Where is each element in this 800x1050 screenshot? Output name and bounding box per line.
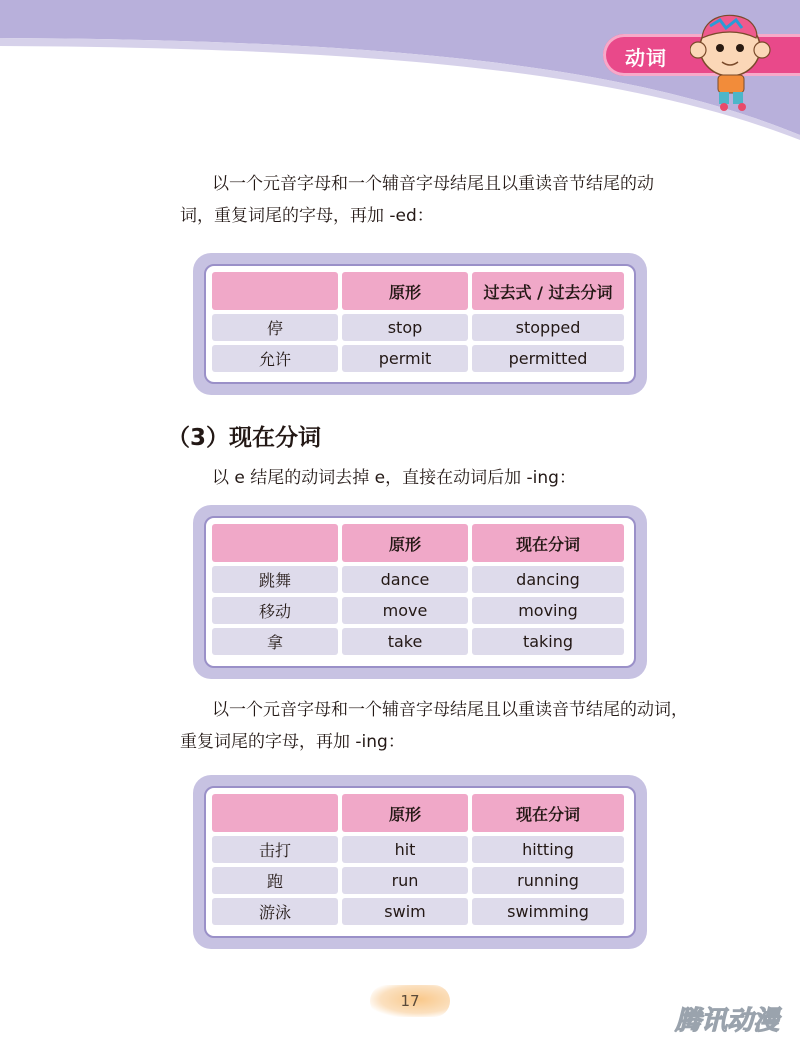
table-row (212, 597, 624, 624)
table-header-cell (212, 524, 338, 562)
table-cell: 击打 (212, 836, 338, 863)
paragraph-double-line1: 以一个元音字母和一个辅音字母结尾且以重读音节结尾的动词， (212, 700, 688, 720)
table-drop-e (193, 505, 647, 679)
table-cell: 停 (212, 314, 338, 341)
table-header-cell: 原形 (342, 794, 468, 832)
table-cell: stop (342, 314, 468, 341)
table-header-cell: 原形 (342, 272, 468, 310)
table-cell: move (342, 597, 468, 624)
table-row (212, 836, 624, 863)
section-title: （3）现在分词 (167, 425, 322, 451)
chapter-label: 动词 (625, 46, 667, 70)
paragraph-double-consonant (180, 694, 740, 758)
watermark-text: 腾讯动漫 (674, 1006, 780, 1036)
table-cell: 允许 (212, 345, 338, 372)
table-cell: hitting (472, 836, 624, 863)
paragraph-ed-line2: 词，重复词尾的字母，再加 -ed： (180, 206, 434, 226)
table-row (212, 898, 624, 925)
table-header-row (212, 524, 624, 562)
table-cell: 移动 (212, 597, 338, 624)
table-cell: stopped (472, 314, 624, 341)
table-cell: swimming (472, 898, 624, 925)
table-cell: taking (472, 628, 624, 655)
mascot-illustration (690, 8, 780, 113)
table-row (212, 628, 624, 655)
table-cell: 游泳 (212, 898, 338, 925)
table-row (212, 867, 624, 894)
table-header-cell (212, 272, 338, 310)
table-cell: dance (342, 566, 468, 593)
table-header-cell: 过去式 / 过去分词 (472, 272, 624, 310)
table-header-row (212, 272, 624, 310)
table-row (212, 345, 624, 372)
table-cell: permit (342, 345, 468, 372)
table-cell: run (342, 867, 468, 894)
paragraph-ed-rule (180, 168, 740, 232)
table-cell: hit (342, 836, 468, 863)
paragraph-drop-e-text: 以 e 结尾的动词去掉 e，直接在动词后加 -ing： (212, 468, 576, 488)
table-row (212, 314, 624, 341)
table-cell: 跑 (212, 867, 338, 894)
paragraph-double-line2: 重复词尾的字母，再加 -ing： (180, 732, 405, 752)
paragraph-ed-line1: 以一个元音字母和一个辅音字母结尾且以重读音节结尾的动 (212, 174, 654, 194)
table-cell: 跳舞 (212, 566, 338, 593)
table-header-cell: 现在分词 (472, 524, 624, 562)
table-cell: moving (472, 597, 624, 624)
table-cell: dancing (472, 566, 624, 593)
table-double-consonant (193, 775, 647, 949)
table-header-cell: 现在分词 (472, 794, 624, 832)
table-header-cell (212, 794, 338, 832)
table-past-tense (193, 253, 647, 395)
paragraph-drop-e (180, 462, 740, 494)
table-cell: 拿 (212, 628, 338, 655)
table-header-cell: 原形 (342, 524, 468, 562)
watermark-logo (662, 1000, 792, 1040)
table-cell: swim (342, 898, 468, 925)
table-cell: permitted (472, 345, 624, 372)
table-cell: take (342, 628, 468, 655)
table-header-row (212, 794, 624, 832)
page-number: 17 (370, 985, 450, 1017)
table-row (212, 566, 624, 593)
table-cell: running (472, 867, 624, 894)
